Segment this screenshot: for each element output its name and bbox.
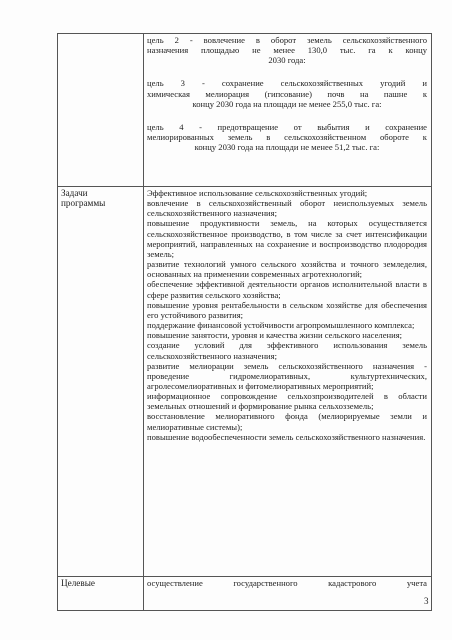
- goal-line: химическая мелиорация (гипсование) почв на пашне к: [147, 88, 427, 99]
- targets-label: Целевые: [61, 578, 95, 588]
- goal-paragraph: [147, 78, 427, 108]
- goal-line: цель 3 - сохранение сельскохозяйственных угодий и: [147, 78, 427, 89]
- goal-line: концу 2030 года на площади не менее 51,2 тыс. га:: [194, 142, 380, 153]
- tasks-label: [61, 188, 105, 208]
- tasks-label-line: Задачи: [61, 188, 88, 198]
- goal-line: мелиорированных земель в сельскохозяйственном обороте к: [147, 132, 427, 143]
- program-table: [57, 33, 432, 611]
- task-item: Эффективное использование сельскохозяйственных угодий;: [147, 188, 368, 198]
- task-item: повышение занятости, уровня и качества жизни сельского населения;: [147, 330, 403, 341]
- targets-text: осуществление государственного кадастрового учета: [147, 578, 427, 588]
- goal-line: назначения площадью не менее 130,0 тыс. га к концу: [147, 45, 427, 56]
- task-item: вовлечение в сельскохозяйственный оборот неиспользуемых земель сельскохозяйственного назначения;: [147, 198, 427, 219]
- goal-line: концу 2030 года на площади не менее 255,0 тыс. га:: [192, 98, 382, 109]
- task-item: обеспечение эффективной деятельности органов исполнительной власти в сфере развития сельского хозяйства;: [147, 279, 427, 300]
- task-item: повышение продуктивности земель, на которых осуществляется сельскохозяйственное производство, в том числе за счет интенсификации мероприятий, направленных на сохранение и воспроизводство плодородия земель;: [147, 218, 427, 259]
- task-item: развитие технологий умного сельского хозяйства и точного земледелия, основанных на применении современных агротехнологий;: [147, 259, 427, 280]
- page-number: 3: [424, 596, 429, 606]
- task-item: информационное сопровождение сельхозпроизводителей в области земельных отношений и формирование рынка сельхозземель;: [147, 391, 427, 412]
- row-divider-tasks: [58, 186, 431, 187]
- task-item: развитие мелиорации земель сельскохозяйственного назначения - проведение гидромелиоративных, культуртехнических, агролесомелиоративных и фитомелиоративных мероприятий;: [147, 360, 427, 391]
- task-item: восстановление мелиоративного фонда (мелиорируемые земли и мелиоративные системы);: [147, 411, 427, 432]
- goal-paragraph: [147, 35, 427, 65]
- goal-line: цель 4 - предотвращение от выбытия и сохранение: [147, 121, 427, 132]
- column-divider: [143, 34, 144, 610]
- task-item: поддержание финансовой устойчивости агропромышленного комплекса;: [147, 320, 415, 331]
- goal-paragraph: [147, 122, 427, 152]
- tasks-label-line: программы: [61, 198, 106, 209]
- tasks-cell: [147, 188, 427, 442]
- task-item: создание условий для эффективного использования земель сельскохозяйственного назначения;: [147, 340, 427, 361]
- goals-cell: [147, 35, 427, 165]
- goal-line: цель 2 - вовлечение в оборот земель сельскохозяйственного: [147, 35, 427, 45]
- task-item: повышение водообеспеченности земель сельскохозяйственного назначения.: [147, 431, 426, 442]
- task-item: повышение уровня рентабельности в сельском хозяйстве для обеспечения его устойчивого развития;: [147, 299, 427, 320]
- goal-line: 2030 года:: [268, 55, 306, 66]
- row-divider-targets: [58, 576, 431, 577]
